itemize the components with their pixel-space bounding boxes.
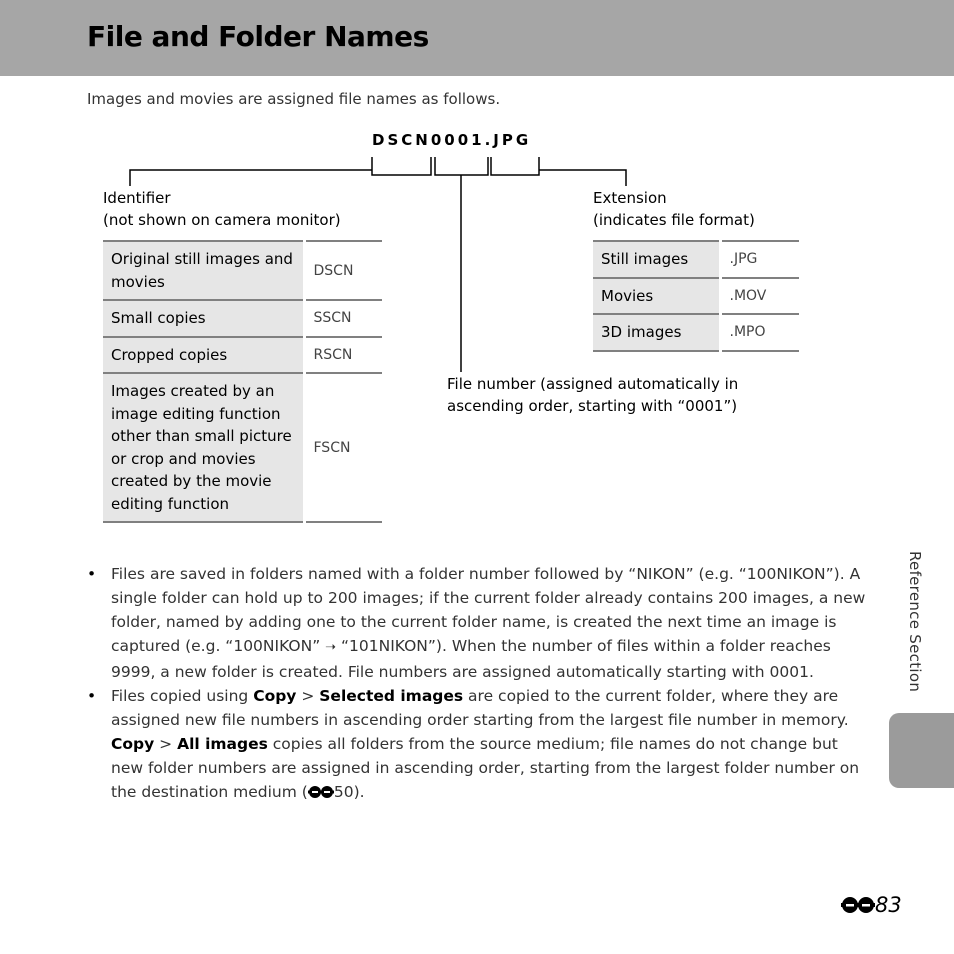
reference-e-icon [308, 782, 334, 806]
separator: > [296, 687, 320, 705]
separator: > [154, 735, 178, 753]
extension-desc: 3D images [593, 314, 720, 351]
note-text: are copied to the current folder, where they are assigned new file numbers in ascending order starting from the largest file number in memory. [111, 687, 849, 729]
extension-caption-line1: Extension [593, 189, 667, 207]
file-number-segment [435, 157, 488, 175]
intro-text: Images and movies are assigned file names as follows. [87, 90, 501, 108]
note-text: ). [353, 783, 365, 801]
note-text: Files copied using [111, 687, 254, 705]
table-row [593, 241, 799, 278]
reference-page: 50 [333, 783, 354, 801]
identifier-desc: Small copies [103, 300, 304, 337]
extension-code: .MPO [729, 324, 766, 341]
table-row [103, 373, 382, 522]
identifier-caption [103, 187, 341, 231]
identifier-code: SSCN [313, 310, 352, 327]
identifier-segment [372, 157, 431, 175]
identifier-code: DSCN [313, 262, 354, 279]
note-text: Files are saved in folders named with a folder number followed by “NIKON” (e.g. “100NIKON”). A single folder can hold up to 200 images; if the current folder already contains 200 images, a new folder, named by adding one to the current folder name, is created the next time an image is captured (e.g. “100NIKON” [111, 565, 866, 655]
menu-copy: Copy [111, 735, 155, 753]
identifier-desc: Original still images and movies [103, 241, 304, 300]
identifier-code: RSCN [313, 346, 353, 363]
example-filename: DSCN0001.JPG [372, 131, 532, 149]
side-section-label: Reference Section [906, 551, 924, 693]
extension-bracket [539, 170, 626, 186]
bullet-icon: • [87, 565, 97, 583]
extension-desc: Movies [593, 278, 720, 315]
note-text: copies all folders from the source medium; file names do not change but new folder numbers are assigned in ascending order, starting from the largest folder number on the destination medium ( [111, 735, 860, 801]
identifier-table [103, 240, 382, 523]
extension-table [593, 240, 799, 352]
table-row [593, 314, 799, 351]
page-number-value: 83 [875, 893, 902, 917]
identifier-bracket [130, 170, 372, 186]
file-number-caption [447, 373, 738, 417]
identifier-caption-line2: (not shown on camera monitor) [103, 211, 341, 229]
table-row [103, 337, 382, 374]
list-item [87, 562, 867, 684]
identifier-desc: Images created by an image editing function other than small picture or crop and movies created by the movie editing function [103, 373, 304, 522]
file-number-caption-line1: File number (assigned automatically in [447, 375, 739, 393]
section-tab [889, 713, 954, 788]
menu-copy: Copy [253, 687, 297, 705]
right-arrow-icon: ➝ [325, 640, 337, 655]
bullet-icon: • [87, 687, 97, 705]
extension-caption-line2: (indicates file format) [593, 211, 755, 229]
list-item [87, 684, 867, 806]
table-row [103, 300, 382, 337]
identifier-code: FSCN [313, 439, 351, 456]
menu-selected-images: Selected images [319, 687, 464, 705]
table-row [103, 241, 382, 300]
identifier-desc: Cropped copies [103, 337, 304, 374]
notes-list [87, 562, 867, 806]
extension-caption [593, 187, 755, 231]
identifier-caption-line1: Identifier [103, 189, 171, 207]
menu-all-images: All images [177, 735, 268, 753]
table-row [593, 278, 799, 315]
page-title: File and Folder Names [87, 20, 429, 53]
extension-segment [491, 157, 539, 175]
note-text: “101NIKON”). When the number of files within a folder reaches 9999, a new folder is created. File numbers are assigned automatically starting with 0001. [111, 637, 831, 681]
extension-code: .MOV [729, 287, 767, 304]
extension-code: .JPG [729, 251, 758, 268]
reference-e-icon [841, 895, 875, 919]
file-number-caption-line2: ascending order, starting with “0001”) [447, 397, 738, 415]
page-number [841, 893, 902, 919]
extension-desc: Still images [593, 241, 720, 278]
